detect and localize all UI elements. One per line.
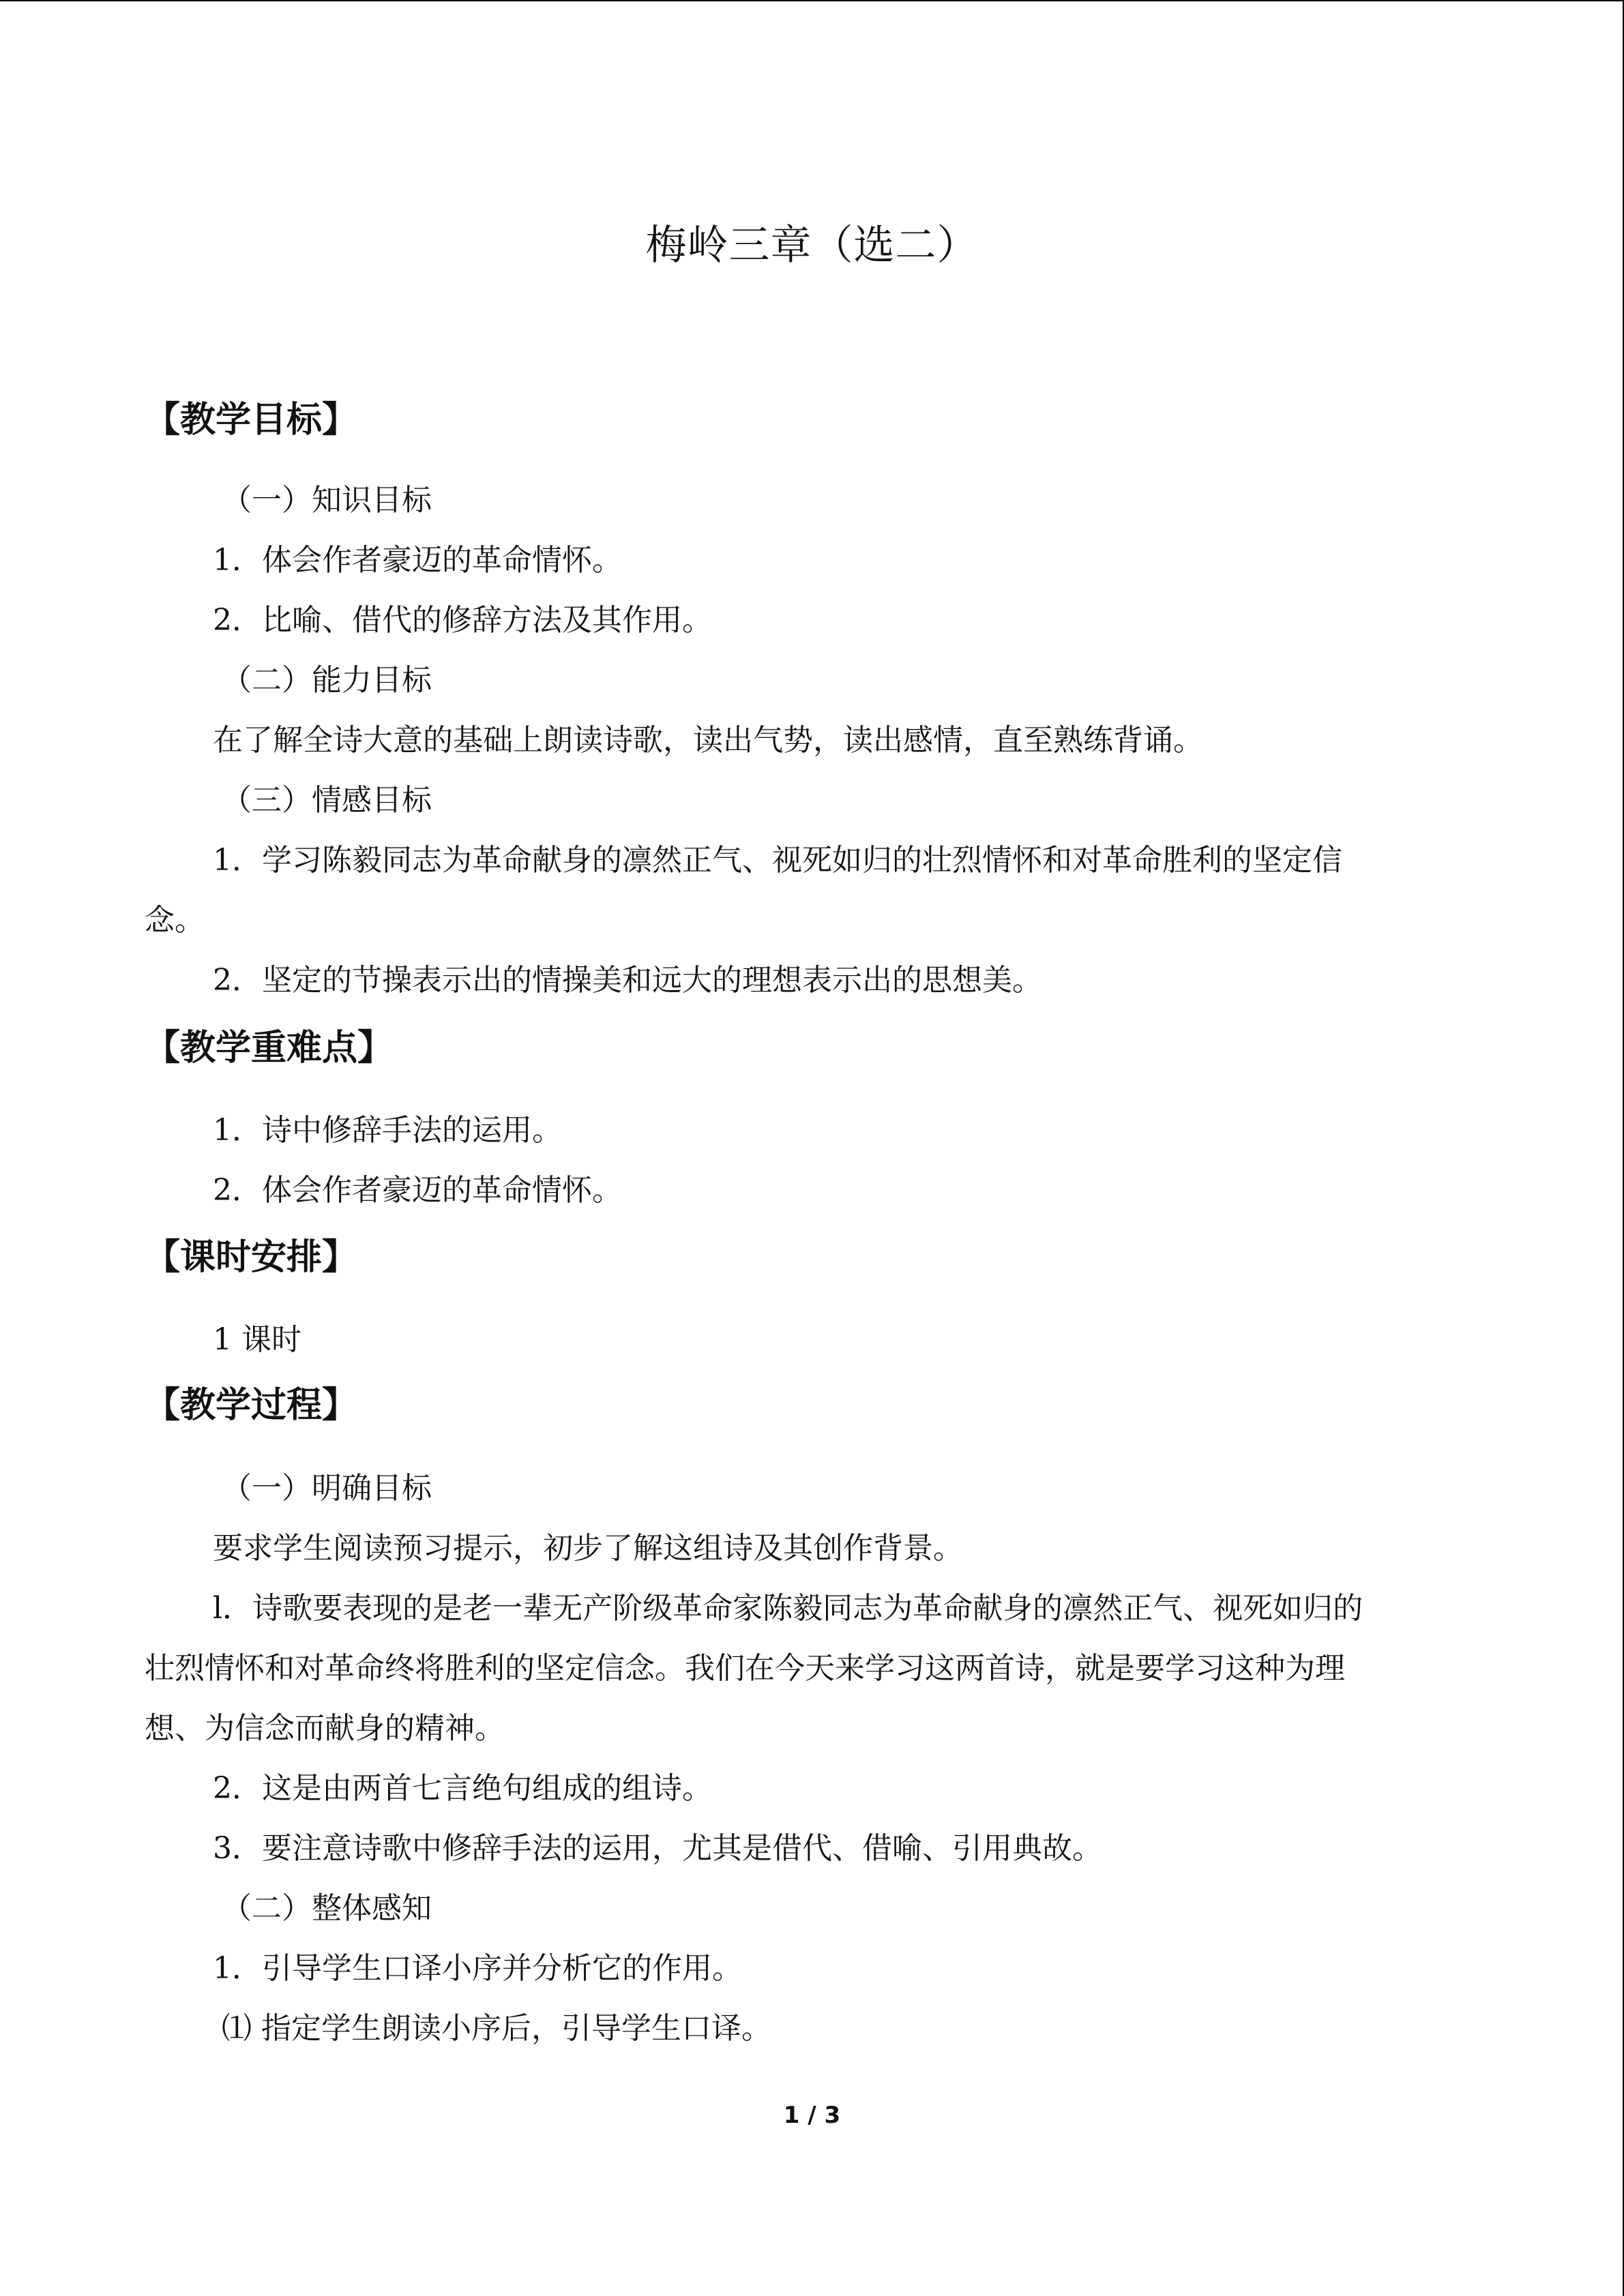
text-line: l．诗歌要表现的是老一辈无产阶级革命家陈毅同志为革命献身的凛然正气、视死如归的	[213, 1591, 1363, 1626]
section-heading-schedule: 【课时安排】	[145, 1237, 358, 1278]
text-line: 1 课时	[213, 1322, 301, 1357]
text-line: 1．引导学生口译小序并分析它的作用。	[213, 1951, 742, 1986]
text-line: 1．诗中修辞手法的运用。	[213, 1113, 562, 1148]
subheading-goal: （一）明确目标	[222, 1471, 432, 1506]
text-line: 在了解全诗大意的基础上朗读诗歌，读出气势，读出感情，直至熟练背诵。	[213, 723, 1203, 758]
subheading-emotion: （三）情感目标	[222, 783, 432, 818]
text-line: 1．学习陈毅同志为革命献身的凛然正气、视死如归的壮烈情怀和对革命胜利的坚定信	[213, 843, 1342, 878]
text-line: 壮烈情怀和对革命终将胜利的坚定信念。我们在今天来学习这两首诗，就是要学习这种为理	[145, 1651, 1345, 1686]
subheading-knowledge: （一）知识目标	[222, 483, 432, 518]
text-line: 2．比喻、借代的修辞方法及其作用。	[213, 603, 712, 638]
page-number: 1 / 3	[783, 2102, 841, 2129]
text-line: ⑴ 指定学生朗读小序后，引导学生口译。	[222, 2011, 771, 2046]
text-line: 2．体会作者豪迈的革命情怀。	[213, 1173, 622, 1208]
text-line: 念。	[145, 903, 205, 938]
subheading-ability: （二）能力目标	[222, 663, 432, 698]
text-line: 2．这是由两首七言绝句组成的组诗。	[213, 1771, 712, 1806]
text-line: 3．要注意诗歌中修辞手法的运用，尤其是借代、借喻、引用典故。	[213, 1831, 1102, 1866]
text-line: 1．体会作者豪迈的革命情怀。	[213, 543, 622, 578]
text-line: 想、为信念而献身的精神。	[145, 1711, 505, 1746]
text-line: 要求学生阅读预习提示，初步了解这组诗及其创作背景。	[213, 1531, 963, 1566]
section-heading-goals: 【教学目标】	[145, 400, 358, 441]
section-heading-process: 【教学过程】	[145, 1385, 358, 1426]
section-heading-key-points: 【教学重难点】	[145, 1028, 394, 1069]
text-line: 2．坚定的节操表示出的情操美和远大的理想表示出的思想美。	[213, 963, 1042, 998]
page-title: 梅岭三章（选二）	[645, 222, 979, 269]
subheading-perception: （二）整体感知	[222, 1891, 432, 1926]
